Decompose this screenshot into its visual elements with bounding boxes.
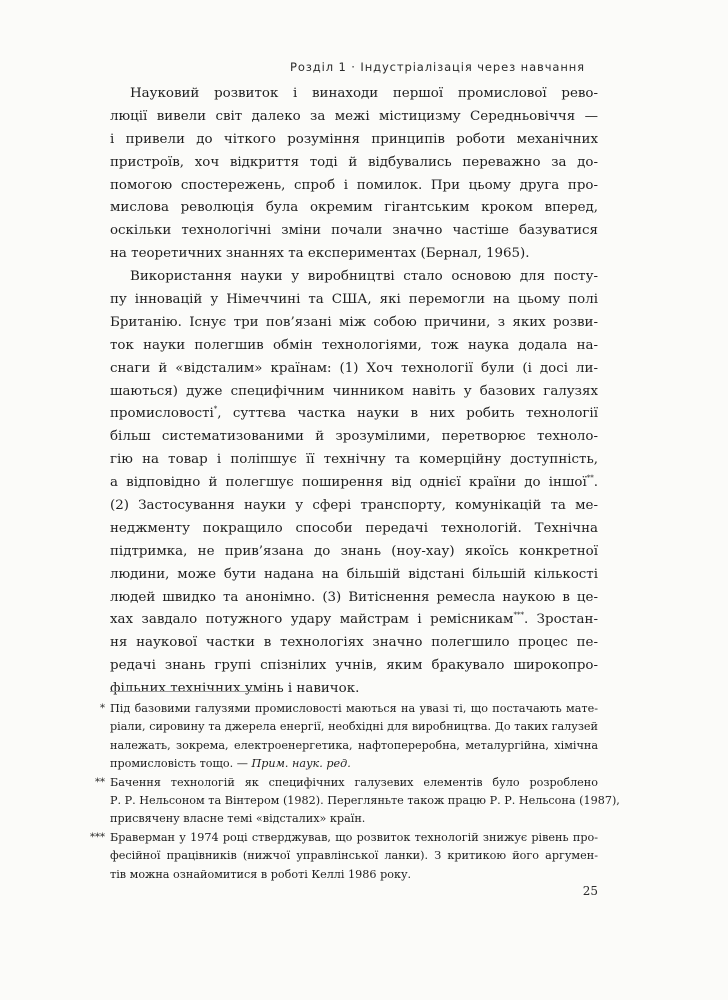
text-line: і привели до чіткого розуміння принципів роботи механічних xyxy=(110,131,598,147)
running-head: Розділ 1 · Індустріалізація через навчання xyxy=(289,60,585,74)
footnote-line: присвячену власне темі «відсталих» країн. xyxy=(110,812,366,826)
text-line: Використання науки у виробництві стало основою для посту- xyxy=(130,269,598,285)
text-segment: промисловості xyxy=(110,406,214,422)
text-line: неджменту покращило способи передачі технологій. Технічна xyxy=(110,520,598,536)
footnote-ref[interactable]: * xyxy=(213,405,218,414)
editor-note: Прим. наук. ред. xyxy=(251,757,351,771)
text-line: мислова революція була окремим гігантським кроком вперед, xyxy=(110,200,598,216)
footnote-line: тів можна ознайомитися в роботі Келлі 1986 року. xyxy=(110,867,412,881)
text-line xyxy=(110,403,598,426)
footnote-line: ріали, сировину та джерела енергії, необхідні для виробництва. До таких галузей xyxy=(110,720,598,734)
footnotes xyxy=(60,700,620,884)
footnote-line: Під базовими галузями промисловості маються на увазі ті, що постачають мате- xyxy=(110,702,598,715)
footnote xyxy=(60,700,598,774)
text-line: ня наукової частки в технологіях значно полегшило процес пе- xyxy=(110,635,598,651)
text-line: помогою спостережень, спроб і помилок. При цьому друга про- xyxy=(110,177,598,193)
footnote-line: Браверман у 1974 році стверджував, що розвиток технологій знижує рівень про- xyxy=(110,830,598,844)
text-segment: . xyxy=(593,475,598,491)
text-line: людей швидко та анонімно. (3) Витіснення ремесла наукою в це- xyxy=(110,589,598,605)
footnote-line: належать, зокрема, електроенергетика, нафтопереробна, металургійна, хімічна xyxy=(110,738,598,752)
footnote-line xyxy=(110,755,598,773)
text-line xyxy=(110,472,598,495)
text-segment: а відповідно й полегшує поширення від однієї країни до іншої xyxy=(110,475,587,491)
text-line: фільних технічних умінь і навичок. xyxy=(110,681,360,697)
text-line: гію на товар і поліпшує її технічну та комерційну доступність, xyxy=(110,452,598,468)
text-line: (2) Застосування науки у сфері транспорту, комунікацій та ме- xyxy=(110,498,598,514)
paragraph xyxy=(110,266,598,701)
text-segment: . Зростан- xyxy=(523,612,598,628)
page-number: 25 xyxy=(582,884,598,898)
text-segment: хах завдало потужного удару майстрам і ремісникам xyxy=(110,612,514,628)
text-line: на теоретичних знаннях та експериментах (Бернал, 1965). xyxy=(110,246,530,262)
footnote xyxy=(60,829,598,884)
text-line: редачі знань групі спізнілих учнів, яким бракувало широкопро- xyxy=(110,658,598,674)
text-segment: , суттєва частка науки в них робить технології xyxy=(217,406,598,422)
text-line xyxy=(110,609,598,632)
footnote-mark: *** xyxy=(90,831,105,843)
text-line: пу інновацій у Німеччині та США, які перемогли на цьому полі xyxy=(110,292,598,308)
text-line: пристроїв, хоч відкриття тоді й відбувались переважно за до- xyxy=(110,154,598,170)
text-line: оскільки технологічні зміни почали значно частіше базуватися xyxy=(110,223,598,239)
text-line: ток науки полегшив обмін технологіями, тож наука додала на- xyxy=(110,337,598,353)
footnote-ref[interactable]: *** xyxy=(513,611,524,620)
footnote-mark: ** xyxy=(95,776,105,788)
paragraph xyxy=(110,83,598,266)
footnote xyxy=(60,774,620,829)
footnote-divider xyxy=(110,691,268,692)
text-segment: промисловість тощо. — xyxy=(110,757,252,771)
text-line: шаються) дуже специфічним чинником навіть у базових галузях xyxy=(110,383,598,399)
footnote-line: Бачення технологій як специфічних галузевих елементів було розроблено xyxy=(110,775,598,789)
text-line: більш систематизованими й зрозумілими, перетворює техноло- xyxy=(110,429,598,445)
text-line: людини, може бути надана на більшій відстані більшій кількості xyxy=(110,566,598,582)
footnote-line: фесійної працівників (нижчої управлінської ланки). З критикою його аргумен- xyxy=(110,849,598,863)
main-text xyxy=(110,83,598,701)
text-line: люції вивели світ далеко за межі містицизму Середньовіччя — xyxy=(110,108,598,124)
footnote-ref[interactable]: ** xyxy=(586,474,594,483)
text-line: Британію. Існує три пов’язані між собою причини, з яких розви- xyxy=(110,314,598,330)
text-line: підтримка, не прив’язана до знань (ноу-хау) якоїсь конкретної xyxy=(110,543,598,559)
footnote-mark: * xyxy=(100,703,105,714)
footnote-line: Р. Р. Нельсоном та Вінтером (1982). Перегляньте також працю Р. Р. Нельсона (1987), xyxy=(110,793,620,807)
text-line: снаги й «відсталим» країнам: (1) Хоч технології були (і досі ли- xyxy=(110,360,598,376)
text-line: Науковий розвиток і винаходи першої промислової рево- xyxy=(130,86,598,101)
